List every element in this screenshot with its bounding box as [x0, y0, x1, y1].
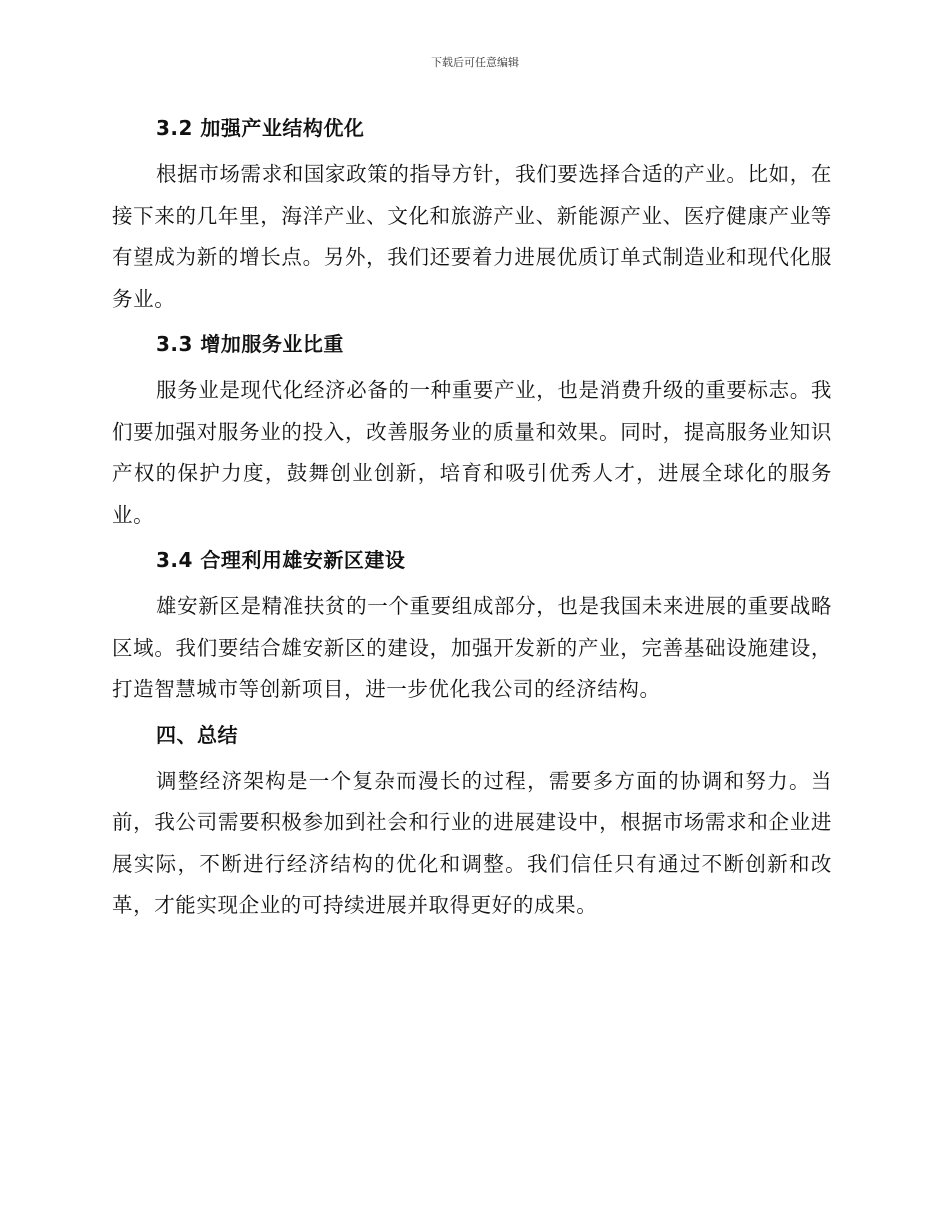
section-3-4	[112, 540, 832, 711]
page-header-note: 下载后可任意编辑	[431, 56, 519, 69]
document-body	[112, 108, 832, 931]
section-summary	[112, 715, 832, 927]
section-3-2	[112, 108, 832, 320]
section-paragraph: 雄安新区是精准扶贫的一个重要组成部分，也是我国未来进展的重要战略区域。我们要结合雄安新区的建设，加强开发新的产业，完善基础设施建设，打造智慧城市等创新项目，进一步优化我公司的经济结构。	[112, 594, 832, 701]
section-paragraph: 根据市场需求和国家政策的指导方针，我们要选择合适的产业。比如，在接下来的几年里，海洋产业、文化和旅游产业、新能源产业、医疗健康产业等有望成为新的增长点。另外，我们还要着力进展优质订单式制造业和现代化服务业。	[112, 162, 832, 311]
section-heading: 3.3 增加服务业比重	[156, 332, 344, 356]
section-heading: 四、总结	[156, 722, 238, 747]
section-paragraph: 服务业是现代化经济必备的一种重要产业，也是消费升级的重要标志。我们要加强对服务业的投入，改善服务业的质量和效果。同时，提高服务业知识产权的保护力度，鼓舞创业创新，培育和吸引优秀人才，进展全球化的服务业。	[112, 378, 832, 527]
section-heading: 3.4 合理利用雄安新区建设	[156, 548, 406, 572]
section-3-3	[112, 324, 832, 536]
section-heading: 3.2 加强产业结构优化	[156, 116, 365, 140]
section-paragraph: 调整经济架构是一个复杂而漫长的过程，需要多方面的协调和努力。当前，我公司需要积极参加到社会和行业的进展建设中，根据市场需求和企业进展实际，不断进行经济结构的优化和调整。我们信任只有通过不断创新和改革，才能实现企业的可持续进展并取得更好的成果。	[112, 768, 832, 917]
